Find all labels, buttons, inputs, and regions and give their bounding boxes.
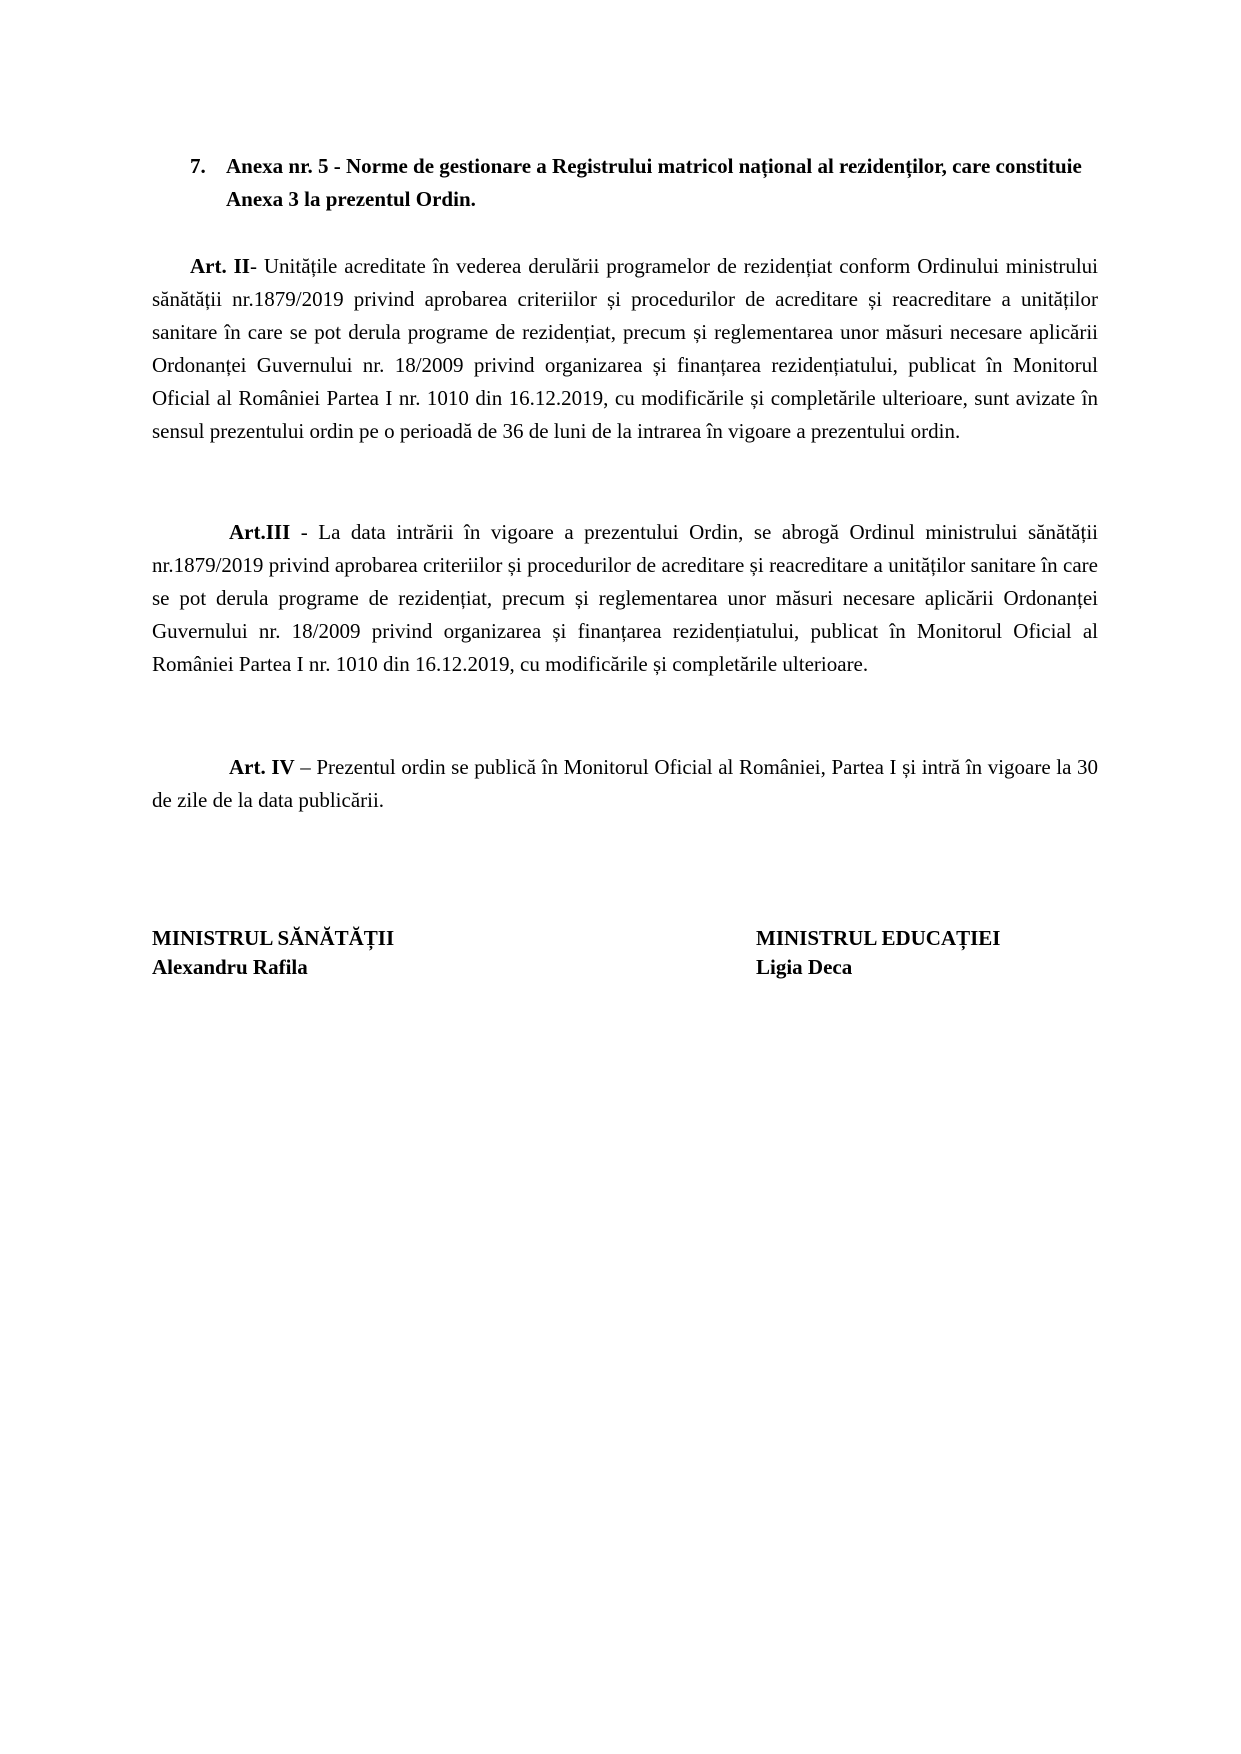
article-4-label: Art. IV [229,755,295,779]
signature-health-minister [152,924,394,982]
signature-name: Alexandru Rafila [152,955,308,979]
article-3-label: Art.III [229,520,291,544]
article-4 [152,751,1098,817]
article-3-text: - La data intrării în vigoare a prezentului Ordin, se abrogă Ordinul ministrului sănătății nr.1879/2019 privind aprobarea criteriilor și procedurilor de acreditare și reacreditare a unităților sanitare în care se pot derula programe de rezidențiat, precum și reglementarea unor măsuri necesare aplicării Ordonanței Guvernului nr. 18/2009 privind organizarea și finanțarea rezidențiatului, publicat în Monitorul Oficial al României Partea I nr. 1010 din 16.12.2019, cu modificările și completările ulterioare. [152,520,1098,676]
item-number: 7. [190,154,206,178]
signature-title: MINISTRUL EDUCAȚIEI [756,926,1001,950]
signature-name: Ligia Deca [756,955,853,979]
annex-item-7 [190,150,1100,216]
article-2-label: Art. II [190,254,250,278]
item-text: Anexa nr. 5 - Norme de gestionare a Registrului matricol național al rezidenților, care constituie Anexa 3 la prezentul Ordin. [226,154,1082,211]
signature-title: MINISTRUL SĂNĂTĂȚII [152,926,395,950]
article-2-text: - Unitățile acreditate în vederea derulării programelor de rezidențiat conform Ordinului ministrului sănătății nr.1879/2019 privind aprobarea criteriilor și procedurilor de acreditare și reacreditare a unităților sanitare în care se pot derula programe de rezidențiat, precum și reglementarea unor măsuri necesare aplicării Ordonanței Guvernului nr. 18/2009 privind organizarea și finanțarea rezidențiatului, publicat în Monitorul Oficial al României Partea I nr. 1010 din 16.12.2019, cu modificările și completările ulterioare, sunt avizate în sensul prezentului ordin pe o perioadă de 36 de luni de la intrarea în vigoare a prezentului ordin. [152,254,1098,443]
article-3 [152,516,1098,681]
article-4-text: – Prezentul ordin se publică în Monitorul Oficial al României, Partea I și intră în vigoare la 30 de zile de la data publicării. [152,755,1098,812]
signature-education-minister [756,924,1000,982]
article-2 [152,250,1098,448]
